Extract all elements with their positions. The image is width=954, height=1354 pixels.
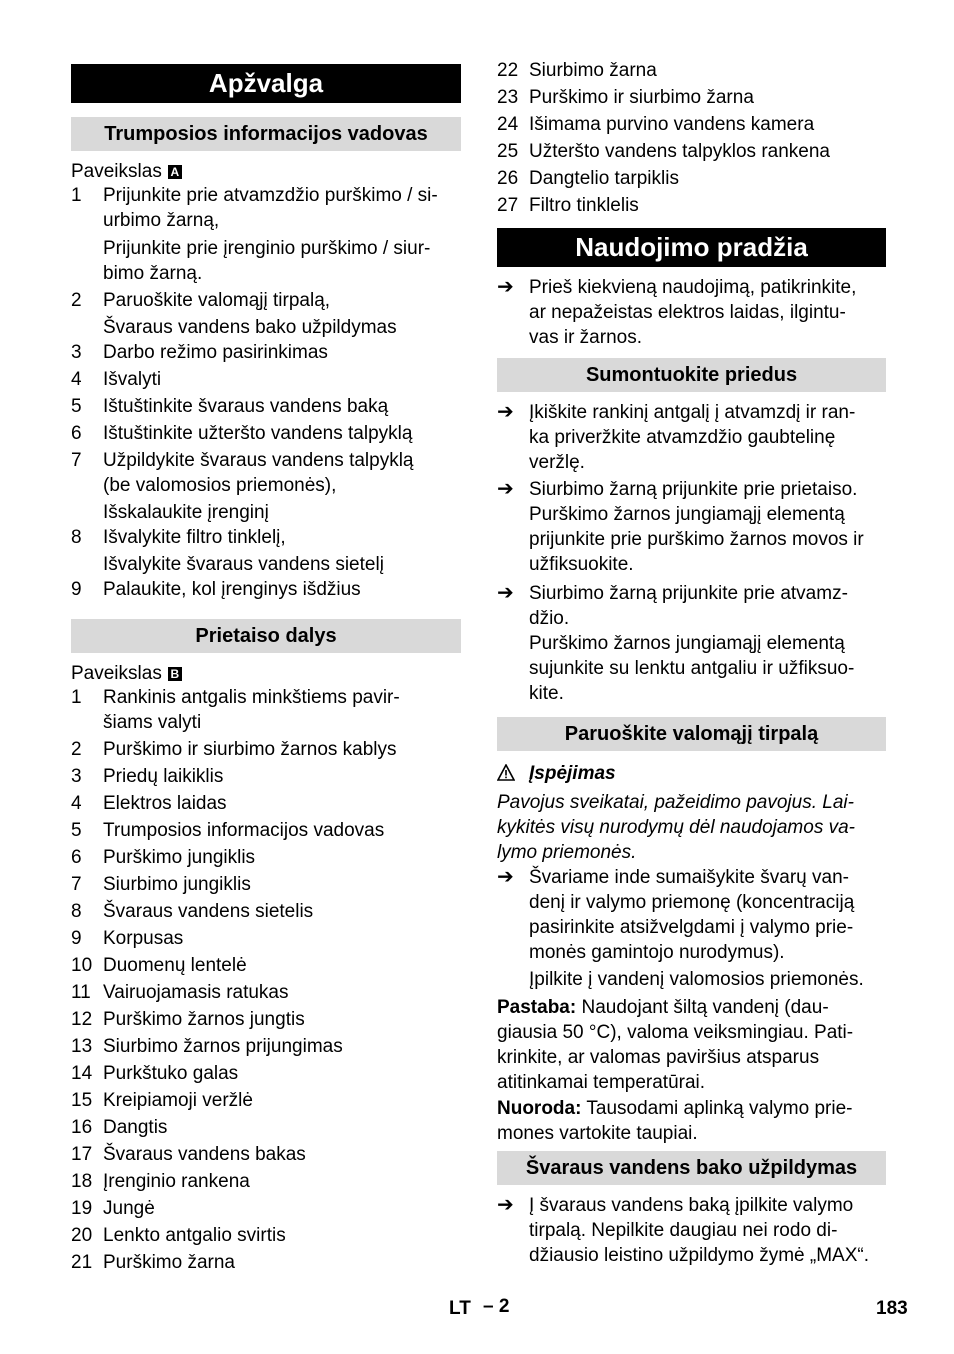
item-text-line: Užteršto vandens talpyklos rankena	[529, 141, 830, 162]
step-text-line: džio.	[529, 608, 570, 629]
step-text-line: denį ir valymo priemonę (koncentraciją	[529, 892, 855, 913]
step-text-line: Siurbimo žarną prijunkite prie atvamz-	[529, 583, 848, 604]
item-number: 9	[71, 928, 82, 949]
item-number: 9	[71, 579, 82, 600]
figure-letter-badge: B	[168, 667, 182, 681]
step-text-line: pasirinkite atsižvelgdami į valymo prie-	[529, 917, 854, 938]
item-number: 8	[71, 527, 82, 548]
step-text-line: Į švaraus vandens baką įpilkite valymo	[529, 1195, 854, 1216]
step-text-line: kite.	[529, 683, 564, 704]
section-title-overview: Apžvalga	[71, 64, 461, 103]
step-text-line: Siurbimo žarną prijunkite prie prietaiso.	[529, 479, 858, 500]
hint-label: Nuoroda:	[497, 1098, 582, 1119]
item-text-line: šiams valyti	[103, 712, 202, 733]
item-text-line: (be valomosios priemonės),	[103, 475, 337, 496]
item-text-line: Elektros laidas	[103, 793, 227, 814]
arrow-icon: ➔	[497, 866, 514, 888]
step-text-line: Švariame inde sumaišykite švarų van-	[529, 867, 849, 888]
item-number: 4	[71, 793, 82, 814]
item-number: 21	[71, 1252, 93, 1273]
item-text-line: Švaraus vandens bakas	[103, 1144, 306, 1165]
subheading-fill-tank: Švaraus vandens bako užpildymas	[497, 1151, 886, 1185]
item-text-line: Išvalykite filtro tinklelį,	[103, 527, 286, 548]
step-text-line: ka priveržkite atvamzdžio gaubtelinę	[529, 427, 836, 448]
item-number: 2	[71, 290, 82, 311]
item-number: 18	[71, 1171, 93, 1192]
note-line	[497, 995, 829, 1020]
step-text-line: ar nepažeistas elektros laidas, ilgintu-	[529, 302, 846, 323]
item-text-line: Trumposios informacijos vadovas	[103, 820, 385, 841]
item-text-line: Filtro tinklelis	[529, 195, 639, 216]
hint-line: mones vartokite taupiai.	[497, 1123, 698, 1144]
item-number: 3	[71, 342, 82, 363]
item-number: 25	[497, 141, 519, 162]
step-text-line: monės gamintojo nurodymus).	[529, 942, 785, 963]
item-number: 6	[71, 847, 82, 868]
arrow-icon: ➔	[497, 478, 514, 500]
figure-label: Paveikslas	[71, 663, 162, 684]
note-text: Naudojant šiltą vandenį (dau-	[576, 997, 829, 1018]
subheading-assemble-accessories: Sumontuokite priedus	[497, 358, 886, 392]
item-number: 12	[71, 1009, 93, 1030]
item-text-line: Ištuštinkite švaraus vandens baką	[103, 396, 389, 417]
item-text-line: Išskalaukite įrenginį	[103, 502, 269, 523]
item-number: 1	[71, 687, 82, 708]
item-text-line: Purškimo žarnos jungtis	[103, 1009, 305, 1030]
warning-label: Įspėjimas	[529, 763, 616, 784]
step-text-line: Prieš kiekvieną naudojimą, patikrinkite,	[529, 277, 857, 298]
item-text-line: Paruoškite valomąjį tirpalą,	[103, 290, 331, 311]
item-text-line: Purškimo ir siurbimo žarna	[529, 87, 754, 108]
item-text-line: Lenkto antgalio svirtis	[103, 1225, 286, 1246]
item-text-line: Rankinis antgalis minkštiems pavir-	[103, 687, 400, 708]
step-text-line: Įkiškite rankinį antgalį į atvamzdį ir ran-	[529, 402, 856, 423]
figure-reference-a	[71, 159, 182, 184]
note-line: krinkite, ar valomas paviršius atsparus	[497, 1047, 820, 1068]
item-number: 6	[71, 423, 82, 444]
figure-reference-b	[71, 661, 182, 686]
item-text-line: Vairuojamasis ratukas	[103, 982, 289, 1003]
item-number: 26	[497, 168, 519, 189]
item-text-line: Kreipiamoji veržlė	[103, 1090, 253, 1111]
item-text-line: Dangtis	[103, 1117, 168, 1138]
item-number: 16	[71, 1117, 93, 1138]
item-text-line: Švaraus vandens sietelis	[103, 901, 314, 922]
item-number: 7	[71, 874, 82, 895]
step-text-line: vas ir žarnos.	[529, 327, 642, 348]
item-text-line: Prijunkite prie atvamzdžio purškimo / si-	[103, 185, 438, 206]
step-text-line: veržlę.	[529, 452, 585, 473]
item-number: 11	[71, 982, 91, 1003]
hint-text: Tausodami aplinką valymo prie-	[581, 1098, 853, 1119]
item-number: 10	[71, 955, 93, 976]
note-line: atitinkamai temperatūrai.	[497, 1072, 706, 1093]
footer-local-page: – 2	[483, 1296, 510, 1317]
subheading-prepare-solution: Paruoškite valomąjį tirpalą	[497, 717, 886, 751]
item-text-line: Švaraus vandens bako užpildymas	[103, 317, 397, 338]
item-text-line: Siurbimo žarnos prijungimas	[103, 1036, 343, 1057]
figure-letter-badge: A	[168, 165, 182, 179]
warning-text-line: kykitės visų nurodymų dėl naudojamos va-	[497, 817, 856, 838]
item-number: 7	[71, 450, 82, 471]
item-text-line: Dangtelio tarpiklis	[529, 168, 679, 189]
item-number: 24	[497, 114, 519, 135]
footer-language: LT	[449, 1298, 471, 1319]
item-number: 20	[71, 1225, 93, 1246]
item-text-line: Jungė	[103, 1198, 155, 1219]
arrow-icon: ➔	[497, 401, 514, 423]
item-text-line: Užpildykite švaraus vandens talpyklą	[103, 450, 414, 471]
item-number: 1	[71, 185, 82, 206]
item-number: 5	[71, 396, 82, 417]
step-text-line: tirpalą. Nepilkite daugiau nei rodo di-	[529, 1220, 838, 1241]
subheading-device-parts: Prietaiso dalys	[71, 619, 461, 653]
arrow-icon: ➔	[497, 582, 514, 604]
item-text-line: bimo žarną.	[103, 263, 203, 284]
item-text-line: Palaukite, kol įrenginys išdžius	[103, 579, 361, 600]
figure-label: Paveikslas	[71, 161, 162, 182]
item-text-line: urbimo žarną,	[103, 210, 220, 231]
warning-text-line: lymo priemonės.	[497, 842, 637, 863]
step-text-line: Purškimo žarnos jungiamąjį elementą	[529, 633, 845, 654]
note-line: giausia 50 °C), valoma veiksmingiau. Pati-	[497, 1022, 854, 1043]
warning-icon	[497, 761, 515, 786]
item-text-line: Purškimo ir siurbimo žarnos kablys	[103, 739, 397, 760]
item-text-line: Purškimo jungiklis	[103, 847, 256, 868]
hint-line	[497, 1096, 853, 1121]
subheading-quick-reference: Trumposios informacijos vadovas	[71, 117, 461, 151]
step-text-line: džiausio leistino užpildymo žymė „MAX“.	[529, 1245, 870, 1266]
item-text-line: Priedų laikiklis	[103, 766, 224, 787]
warning-text-line: Pavojus sveikatai, pažeidimo pavojus. Lai-	[497, 792, 854, 813]
step-text-line: Įpilkite į vandenį valomosios priemonės.	[529, 969, 864, 990]
item-number: 27	[497, 195, 519, 216]
item-text-line: Siurbimo jungiklis	[103, 874, 251, 895]
item-text-line: Prijunkite prie įrenginio purškimo / siur-	[103, 238, 431, 259]
item-number: 8	[71, 901, 82, 922]
item-text-line: Purkštuko galas	[103, 1063, 239, 1084]
item-text-line: Įrenginio rankena	[103, 1171, 250, 1192]
item-number: 3	[71, 766, 82, 787]
item-number: 14	[71, 1063, 93, 1084]
item-number: 2	[71, 739, 82, 760]
step-text-line: Purškimo žarnos jungiamąjį elementą	[529, 504, 845, 525]
item-text-line: Išvalyti	[103, 369, 162, 390]
item-number: 23	[497, 87, 519, 108]
item-text-line: Purškimo žarna	[103, 1252, 235, 1273]
item-number: 19	[71, 1198, 93, 1219]
arrow-icon: ➔	[497, 1194, 514, 1216]
footer-page-number: 183	[876, 1298, 908, 1319]
note-label: Pastaba:	[497, 997, 577, 1018]
step-text-line: sujunkite su lenktu antgaliu ir užfiksuo-	[529, 658, 855, 679]
item-text-line: Išimama purvino vandens kamera	[529, 114, 815, 135]
step-text-line: prijunkite prie purškimo žarnos movos ir	[529, 529, 864, 550]
item-number: 17	[71, 1144, 93, 1165]
step-text-line: užfiksuokite.	[529, 554, 634, 575]
item-number: 4	[71, 369, 82, 390]
item-text-line: Duomenų lentelė	[103, 955, 247, 976]
item-text-line: Korpusas	[103, 928, 184, 949]
arrow-icon: ➔	[497, 276, 514, 298]
item-number: 13	[71, 1036, 93, 1057]
item-number: 15	[71, 1090, 93, 1111]
item-number: 5	[71, 820, 82, 841]
section-title-getting-started: Naudojimo pradžia	[497, 228, 886, 267]
item-text-line: Siurbimo žarna	[529, 60, 657, 81]
item-text-line: Darbo režimo pasirinkimas	[103, 342, 328, 363]
item-text-line: Ištuštinkite užteršto vandens talpyklą	[103, 423, 413, 444]
item-text-line: Išvalykite švaraus vandens sietelį	[103, 554, 384, 575]
item-number: 22	[497, 60, 519, 81]
